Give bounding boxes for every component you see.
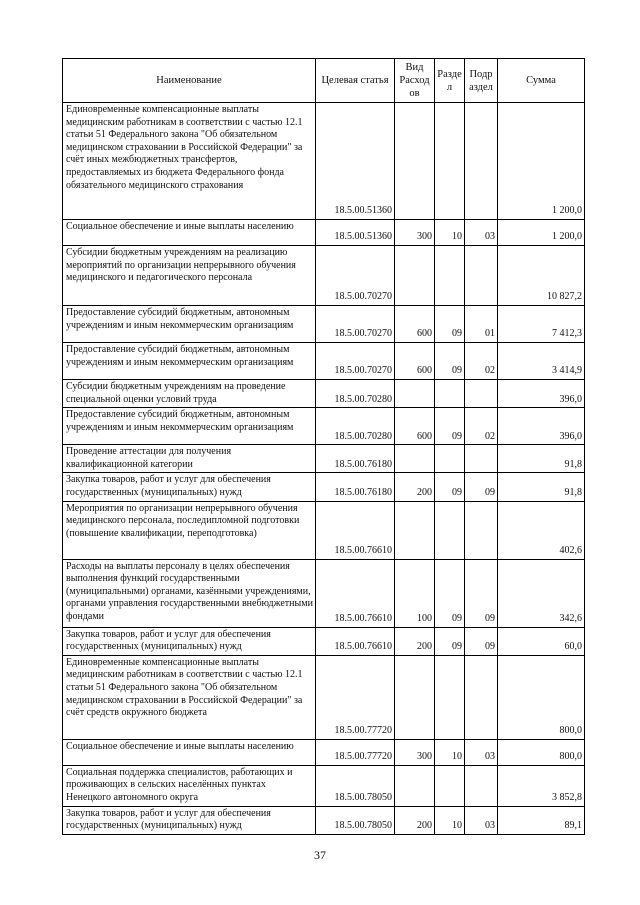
cell-kind — [395, 445, 435, 473]
table-row — [63, 343, 585, 380]
cell-section: 09 — [435, 408, 465, 445]
cell-target: 18.5.00.78050 — [316, 765, 395, 806]
page-number: 37 — [314, 848, 326, 862]
cell-name: Социальное обеспечение и иные выплаты населению — [63, 739, 316, 765]
cell-target: 18.5.00.51360 — [316, 103, 395, 220]
cell-subsection: 09 — [465, 627, 498, 655]
cell-sum: 7 412,3 — [498, 306, 585, 343]
header-subsection: Подр аздел — [465, 59, 498, 103]
cell-sum: 3 414,9 — [498, 343, 585, 380]
header-section: Разде л — [435, 59, 465, 103]
cell-target: 18.5.00.76610 — [316, 501, 395, 559]
cell-section: 09 — [435, 627, 465, 655]
cell-target: 18.5.00.76180 — [316, 445, 395, 473]
cell-target: 18.5.00.78050 — [316, 806, 395, 834]
cell-name: Предоставление субсидий бюджетным, автономным учреждениям и иным некоммерческим организациям — [63, 408, 316, 445]
cell-subsection: 09 — [465, 559, 498, 627]
table-row — [63, 559, 585, 627]
cell-kind — [395, 103, 435, 220]
cell-section — [435, 765, 465, 806]
cell-target: 18.5.00.70270 — [316, 246, 395, 306]
cell-sum: 342,6 — [498, 559, 585, 627]
table-row — [63, 739, 585, 765]
cell-target: 18.5.00.76610 — [316, 559, 395, 627]
cell-sum: 402,6 — [498, 501, 585, 559]
cell-sum: 91,8 — [498, 473, 585, 501]
cell-name: Закупка товаров, работ и услуг для обеспечения государственных (муниципальных) нужд — [63, 473, 316, 501]
cell-subsection: 02 — [465, 408, 498, 445]
cell-sum: 60,0 — [498, 627, 585, 655]
cell-name: Проведение аттестации для получения квалификационной категории — [63, 445, 316, 473]
cell-kind: 600 — [395, 408, 435, 445]
cell-name: Социальная поддержка специалистов, работающих и проживающих в сельских населённых пунктах Ненецкого автономного округа — [63, 765, 316, 806]
budget-table — [62, 58, 585, 835]
cell-name: Единовременные компенсационные выплаты медицинским работникам в соответствии с частью 12.1 статьи 51 Федерального закона "Об обязательном медицинском страховании в Российской Федерации" за счёт иных межбюджетных трансфертов, предоставляемых из бюджета Федерального фонда обязательного медицинского страхования — [63, 103, 316, 220]
cell-sum: 10 827,2 — [498, 246, 585, 306]
cell-target: 18.5.00.77720 — [316, 739, 395, 765]
cell-sum: 89,1 — [498, 806, 585, 834]
cell-section — [435, 246, 465, 306]
cell-section: 09 — [435, 559, 465, 627]
cell-section: 09 — [435, 343, 465, 380]
cell-subsection: 01 — [465, 306, 498, 343]
cell-section — [435, 103, 465, 220]
cell-kind: 200 — [395, 627, 435, 655]
table-body — [63, 103, 585, 835]
cell-target: 18.5.00.70280 — [316, 380, 395, 408]
cell-sum: 800,0 — [498, 739, 585, 765]
cell-target: 18.5.00.76610 — [316, 627, 395, 655]
cell-sum: 3 852,8 — [498, 765, 585, 806]
cell-section: 10 — [435, 220, 465, 246]
cell-section: 09 — [435, 473, 465, 501]
cell-name: Единовременные компенсационные выплаты медицинским работникам в соответствии с частью 12.1 статьи 51 Федерального закона "Об обязательном медицинском страховании в Российской Федерации" за счёт средств окружного бюджета — [63, 655, 316, 739]
header-target: Целевая статья — [316, 59, 395, 103]
cell-target: 18.5.00.70270 — [316, 306, 395, 343]
cell-kind: 300 — [395, 739, 435, 765]
cell-target: 18.5.00.51360 — [316, 220, 395, 246]
cell-subsection — [465, 103, 498, 220]
cell-kind: 600 — [395, 343, 435, 380]
cell-section — [435, 380, 465, 408]
cell-kind: 200 — [395, 473, 435, 501]
cell-sum: 396,0 — [498, 380, 585, 408]
cell-sum: 91,8 — [498, 445, 585, 473]
table-row — [63, 765, 585, 806]
cell-kind — [395, 655, 435, 739]
cell-sum: 800,0 — [498, 655, 585, 739]
cell-subsection: 09 — [465, 473, 498, 501]
cell-name: Субсидии бюджетным учреждениям на реализацию мероприятий по организации непрерывного обучения медицинского и педагогического персонала — [63, 246, 316, 306]
cell-name: Предоставление субсидий бюджетным, автономным учреждениям и иным некоммерческим организациям — [63, 306, 316, 343]
cell-subsection — [465, 501, 498, 559]
table-row — [63, 408, 585, 445]
cell-subsection — [465, 655, 498, 739]
table-row — [63, 501, 585, 559]
header-kind: Вид Расход ов — [395, 59, 435, 103]
cell-target: 18.5.00.76180 — [316, 473, 395, 501]
cell-kind: 100 — [395, 559, 435, 627]
table-row — [63, 445, 585, 473]
cell-name: Расходы на выплаты персоналу в целях обеспечения выполнения функций государственными (муниципальными) органами, казёнными учреждениями, органами управления государственными внебюджетными фондами — [63, 559, 316, 627]
cell-name: Мероприятия по организации непрерывного обучения медицинского персонала, последипломной подготовки (повышение квалификации, переподготовка) — [63, 501, 316, 559]
cell-kind — [395, 246, 435, 306]
cell-target: 18.5.00.70270 — [316, 343, 395, 380]
cell-target: 18.5.00.70280 — [316, 408, 395, 445]
table-row — [63, 655, 585, 739]
cell-subsection — [465, 765, 498, 806]
cell-kind — [395, 380, 435, 408]
cell-name: Закупка товаров, работ и услуг для обеспечения государственных (муниципальных) нужд — [63, 806, 316, 834]
table-row — [63, 380, 585, 408]
cell-kind — [395, 765, 435, 806]
cell-name: Предоставление субсидий бюджетным, автономным учреждениям и иным некоммерческим организациям — [63, 343, 316, 380]
header-name: Наименование — [63, 59, 316, 103]
cell-name: Субсидии бюджетным учреждениям на проведение специальной оценки условий труда — [63, 380, 316, 408]
cell-name: Социальное обеспечение и иные выплаты населению — [63, 220, 316, 246]
cell-kind: 300 — [395, 220, 435, 246]
cell-section: 10 — [435, 739, 465, 765]
cell-subsection: 03 — [465, 739, 498, 765]
cell-target: 18.5.00.77720 — [316, 655, 395, 739]
cell-sum: 1 200,0 — [498, 103, 585, 220]
cell-name: Закупка товаров, работ и услуг для обеспечения государственных (муниципальных) нужд — [63, 627, 316, 655]
table-row — [63, 627, 585, 655]
cell-section: 09 — [435, 306, 465, 343]
table-row — [63, 306, 585, 343]
cell-subsection — [465, 445, 498, 473]
cell-section — [435, 655, 465, 739]
cell-sum: 396,0 — [498, 408, 585, 445]
cell-subsection: 03 — [465, 806, 498, 834]
cell-section — [435, 501, 465, 559]
table-row — [63, 246, 585, 306]
cell-subsection: 02 — [465, 343, 498, 380]
header-sum: Сумма — [498, 59, 585, 103]
table-row — [63, 806, 585, 834]
cell-subsection — [465, 380, 498, 408]
table-header — [63, 59, 585, 103]
cell-section: 10 — [435, 806, 465, 834]
cell-subsection: 03 — [465, 220, 498, 246]
table-row — [63, 220, 585, 246]
cell-kind: 600 — [395, 306, 435, 343]
table-row — [63, 473, 585, 501]
cell-subsection — [465, 246, 498, 306]
table-row — [63, 103, 585, 220]
cell-kind — [395, 501, 435, 559]
cell-kind: 200 — [395, 806, 435, 834]
cell-section — [435, 445, 465, 473]
cell-sum: 1 200,0 — [498, 220, 585, 246]
